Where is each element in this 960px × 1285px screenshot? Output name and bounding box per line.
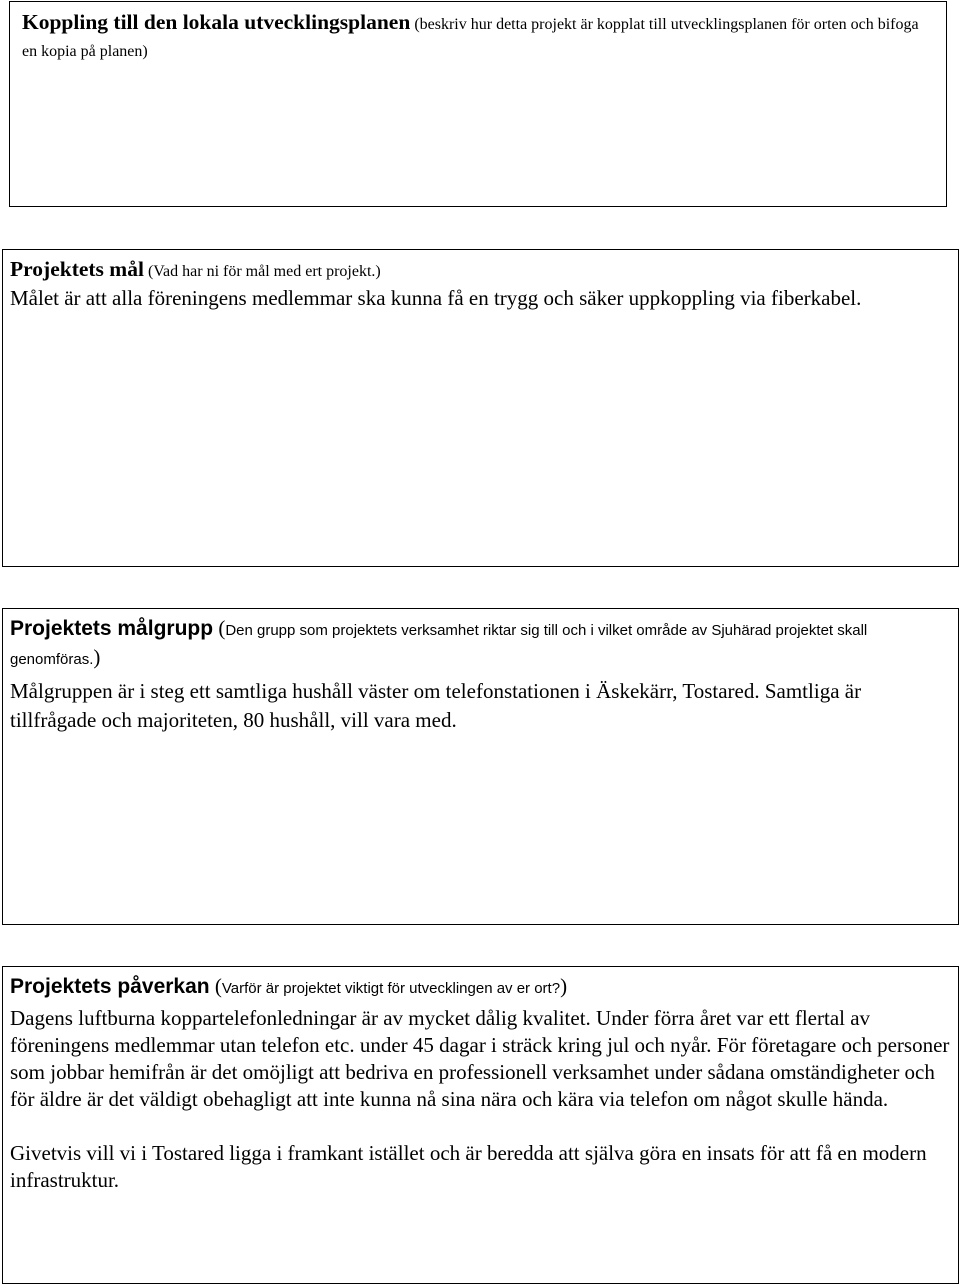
target-group-content[interactable]: Målgruppen är i steg ett samtliga hushåll väster om telefonstationen i Äskekärr, Tostared. Samtliga är tillfrågade och majoriteten, 80 hushåll, vill vara med. bbox=[10, 679, 862, 732]
project-impact-paren-open: ( bbox=[209, 974, 222, 998]
target-group-section bbox=[2, 608, 959, 925]
project-impact-heading bbox=[10, 973, 951, 1002]
project-impact-paren-close: ) bbox=[560, 974, 568, 998]
project-impact-title: Projektets påverkan bbox=[10, 975, 210, 998]
project-impact-paragraph-1[interactable]: Dagens luftburna koppartelefonledningar är av mycket dålig kvalitet. Under förra året var ett flertal av föreningens medlemmar utan telefon etc. under 45 dagar i sträck kring jul och nyår. För företagare och personer som jobbar hemifrån är det omöjligt att bedriva en professionell verksamhet under sådana omständigheter och för äldre är det väldigt obehagligt att inte kunna nå sina nära och kära via telefon om något skulle hända. bbox=[10, 1006, 950, 1111]
project-impact-section bbox=[2, 966, 959, 1284]
project-goal-title: Projektets mål bbox=[10, 257, 144, 281]
target-group-paren-close: ) bbox=[93, 645, 101, 669]
plan-connection-title: Koppling till den lokala utvecklingsplanen bbox=[22, 10, 411, 34]
project-goal-hint: (Vad har ni för mål med ert projekt.) bbox=[143, 263, 381, 280]
plan-connection-section bbox=[9, 1, 947, 207]
project-goal-content[interactable]: Målet är att alla föreningens medlemmar ska kunna få en trygg och säker uppkoppling via fiberkabel. bbox=[10, 286, 862, 310]
target-group-heading bbox=[10, 615, 951, 673]
project-impact-hint: Varför är projektet viktigt för utvecklingen av er ort? bbox=[221, 980, 561, 997]
plan-connection-hint: (beskriv hur detta projekt är kopplat till utvecklingsplanen för orten och bifoga en kopia på planen) bbox=[22, 16, 919, 60]
plan-connection-heading bbox=[22, 9, 934, 65]
target-group-paren-open: ( bbox=[213, 616, 226, 640]
project-impact-paragraph-2[interactable]: Givetvis vill vi i Tostared ligga i framkant istället och är beredda att själva göra en insats för att få en modern infrastruktur. bbox=[10, 1141, 927, 1192]
target-group-title: Projektets målgrupp bbox=[10, 617, 214, 640]
target-group-hint: Den grupp som projektets verksamhet riktar sig till och i vilket område av Sjuhärad projektet skall genomföras. bbox=[10, 622, 868, 668]
project-goal-heading bbox=[10, 256, 951, 285]
project-goal-section bbox=[2, 249, 959, 567]
